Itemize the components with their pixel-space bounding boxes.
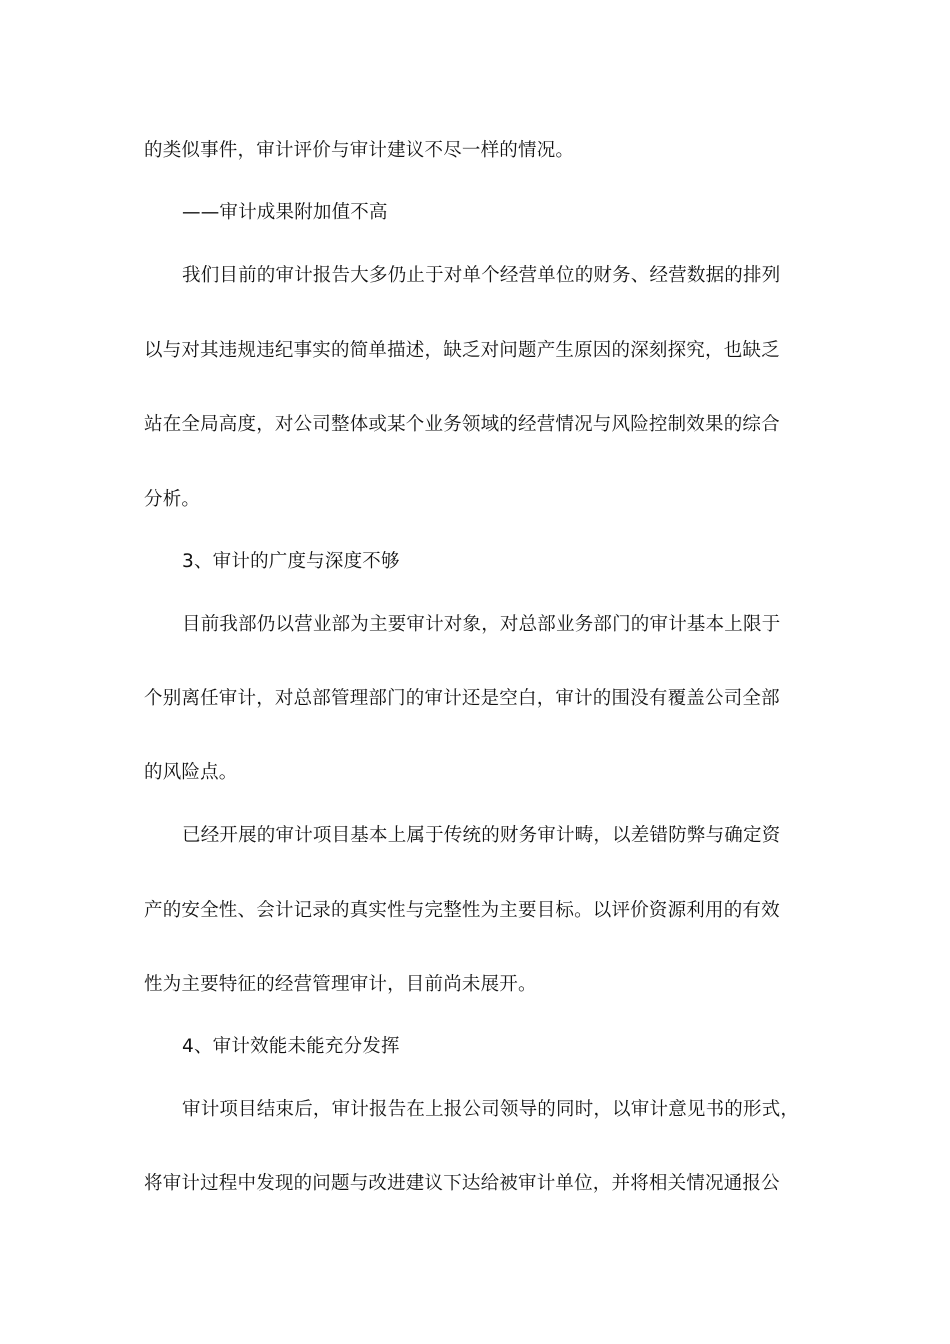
text-line-paragraph-start: 已经开展的审计项目基本上属于传统的财务审计畴，以差错防弊与确定资	[182, 825, 781, 846]
text-line-paragraph-start: 目前我部仍以营业部为主要审计对象，对总部业务部门的审计基本上限于	[182, 614, 781, 635]
subheading-audit-value: ——审计成果附加值不高	[182, 202, 388, 223]
text-line: 个别离任审计，对总部管理部门的审计还是空白，审计的围没有覆盖公司全部	[144, 688, 780, 709]
text-line: 的风险点。	[144, 762, 238, 783]
text-line-paragraph-start: 审计项目结束后，审计报告在上报公司领导的同时，以审计意见书的形式，	[182, 1099, 800, 1120]
section-heading-3: 3、审计的广度与深度不够	[182, 551, 400, 572]
section-heading-4: 4、审计效能未能充分发挥	[182, 1036, 400, 1057]
text-line-continuation: 的类似事件，审计评价与审计建议不尽一样的情况。	[144, 140, 575, 161]
text-line: 站在全局高度，对公司整体或某个业务领域的经营情况与风险控制效果的综合	[144, 414, 780, 435]
text-line: 产的安全性、会计记录的真实性与完整性为主要目标。以评价资源利用的有效	[144, 900, 780, 921]
text-line-paragraph-start: 我们目前的审计报告大多仍止于对单个经营单位的财务、经营数据的排列	[182, 265, 781, 286]
text-line: 分析。	[144, 489, 201, 510]
text-line: 性为主要特征的经营管理审计，目前尚未展开。	[144, 974, 537, 995]
text-line: 以与对其违规违纪事实的简单描述，缺乏对问题产生原因的深刻探究，也缺乏	[144, 340, 780, 361]
text-line: 将审计过程中发现的问题与改进建议下达给被审计单位，并将相关情况通报公	[144, 1173, 780, 1194]
